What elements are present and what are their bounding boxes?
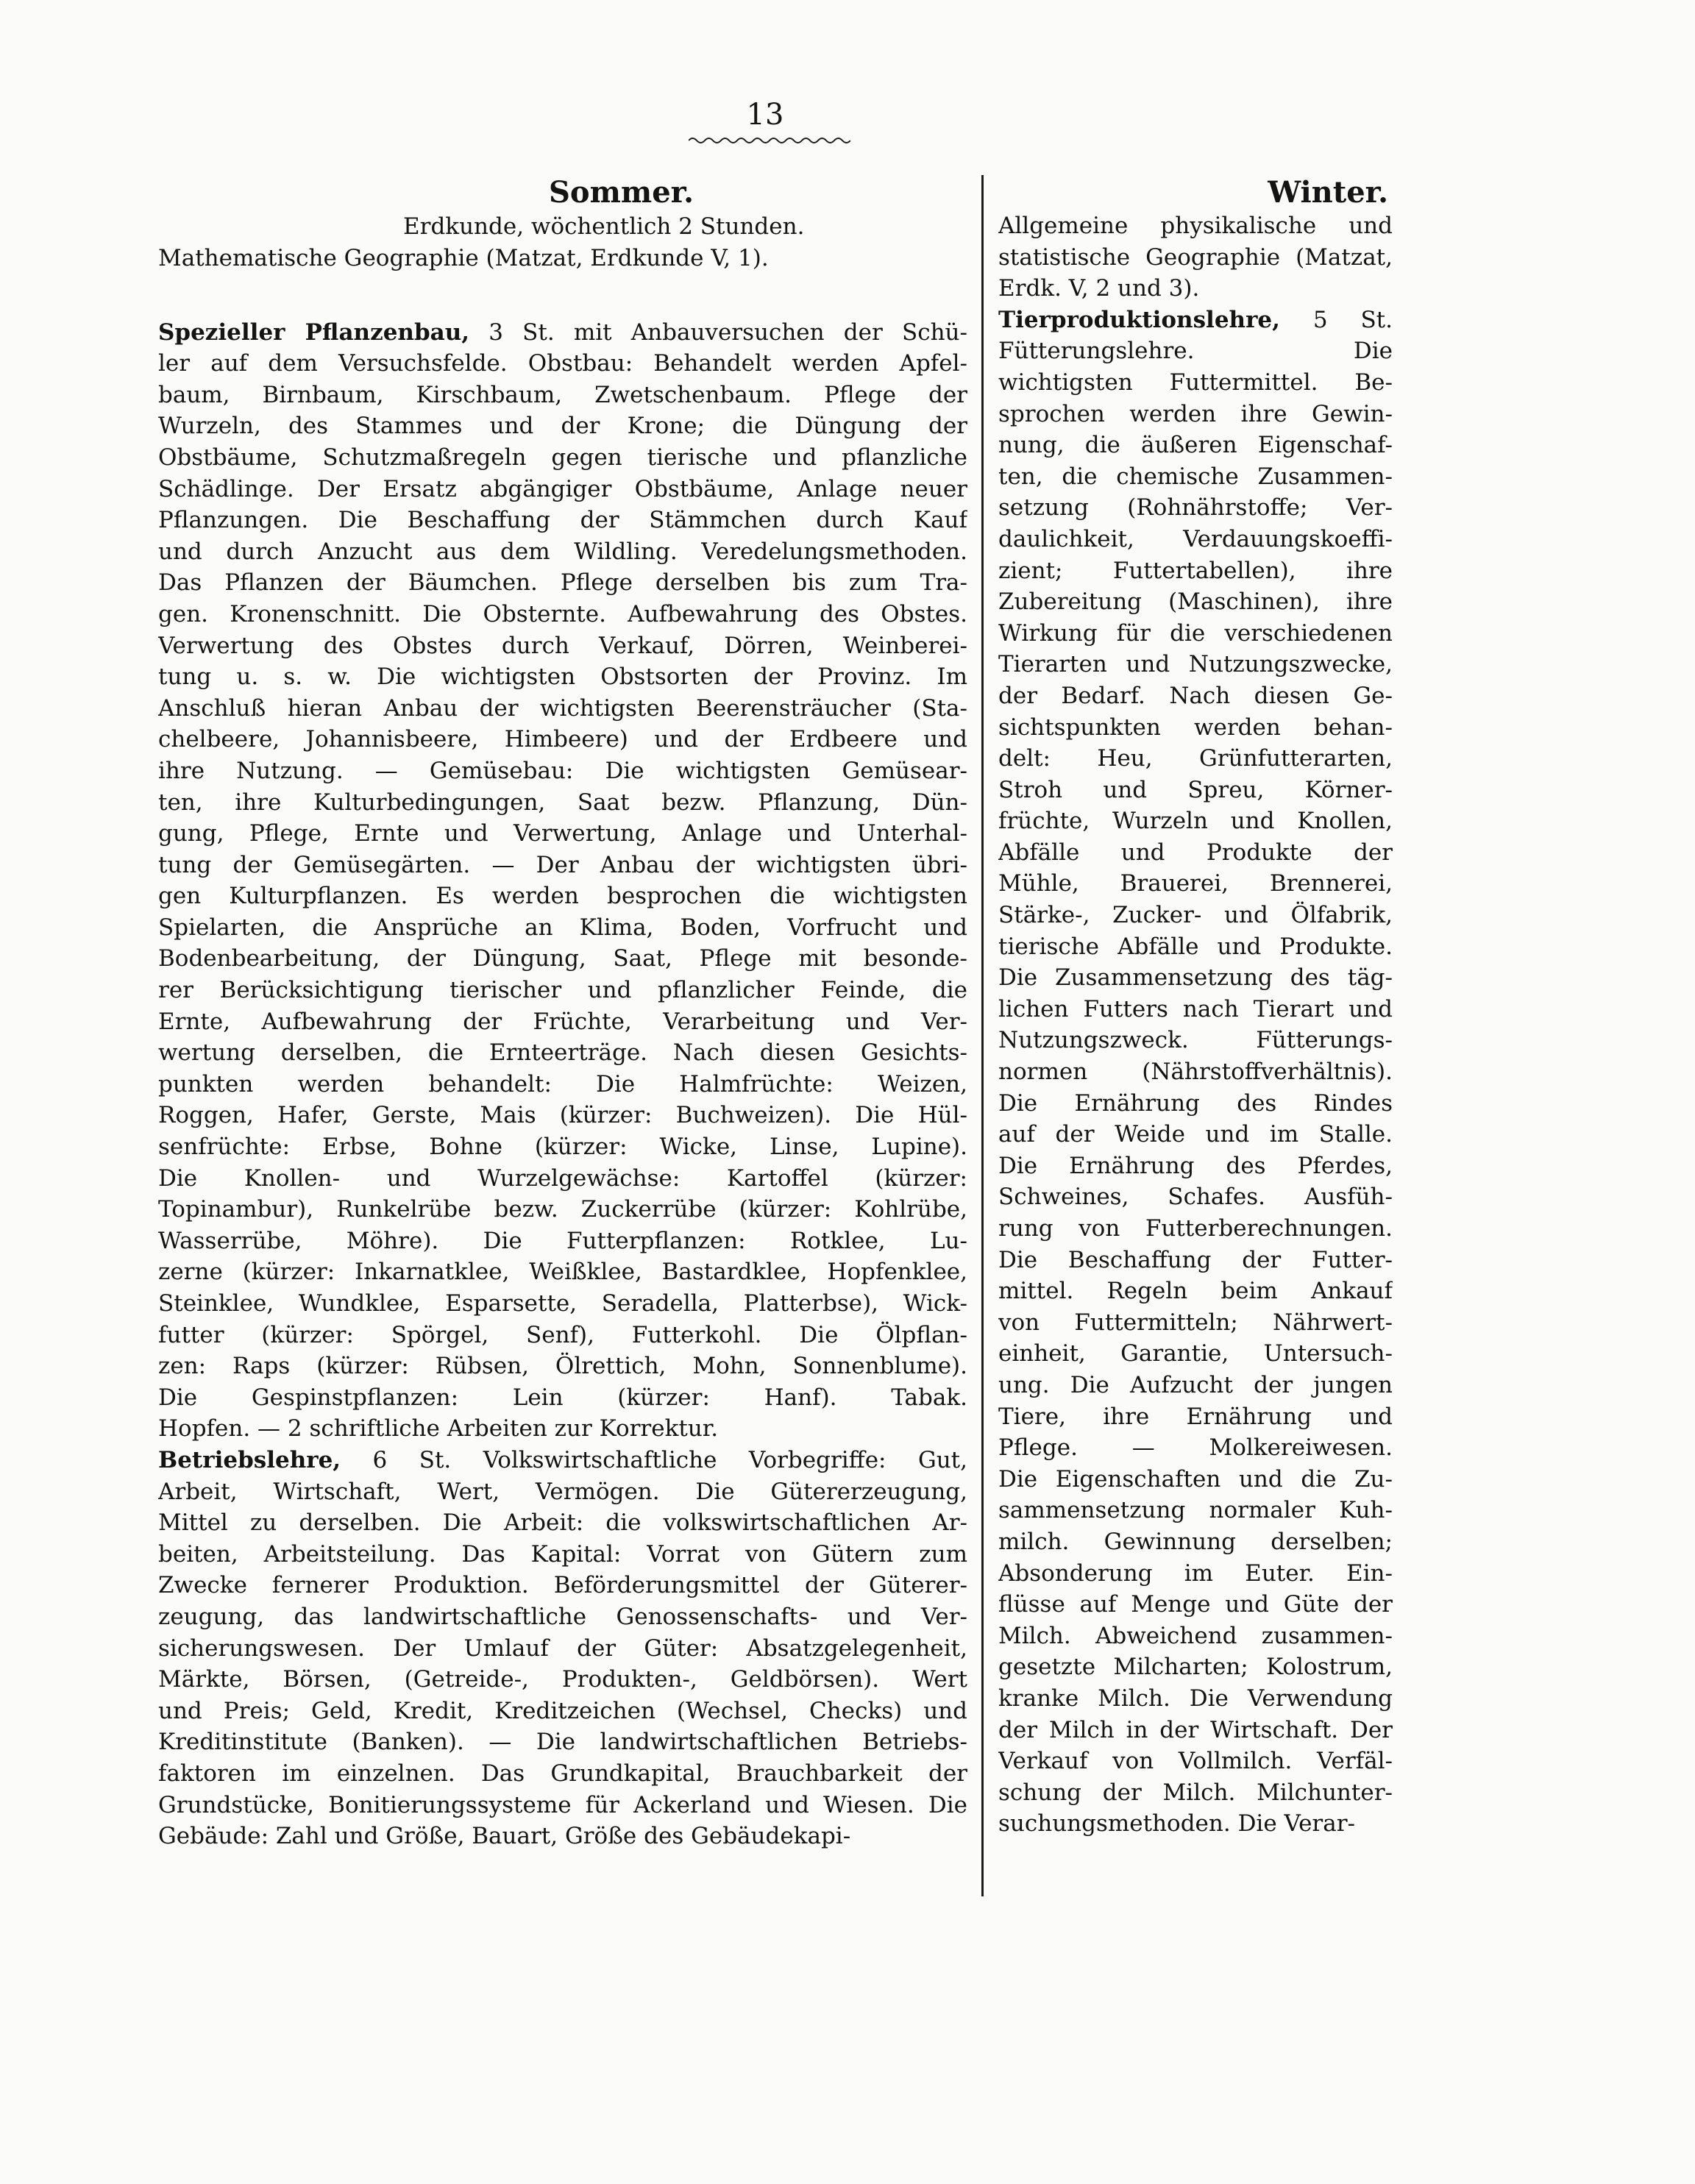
winter-text-line: milch. Gewinnung derselben; [998,1528,1393,1555]
winter-text-line: der Milch in der Wirtschaft. Der [998,1716,1393,1743]
winter-text-line: lichen Futters nach Tierart und [998,995,1393,1022]
summer-text-line: senfrüchte: Erbse, Bohne (kürzer: Wicke, Linse, Lupine). [158,1134,967,1161]
summer-text-line: Obstbäume, Schutzmaßregeln gegen tierische und pflanzliche [158,444,967,471]
winter-text-line: ten, die chemische Zusammen- [998,463,1393,490]
summer-text-line: ten, ihre Kulturbedingungen, Saat bezw. Pflanzung, Dün- [158,789,967,816]
winter-text-line: Tierproduktionslehre, 5 St. [998,306,1393,333]
winter-text-line: Milch. Abweichend zusammen- [998,1622,1393,1649]
winter-text-line: nung, die äußeren Eigenschaf- [998,432,1393,459]
summer-text-line: Das Pflanzen der Bäumchen. Pflege derselben bis zum Tra- [158,569,967,597]
winter-text-line: Stärke-, Zucker- und Ölfabrik, [998,902,1393,929]
summer-column [158,175,967,1852]
winter-text-line: einheit, Garantie, Untersuch- [998,1340,1393,1367]
winter-text-line: Die Eigenschaften und die Zu- [998,1465,1393,1493]
summer-text-line: Die Knollen- und Wurzelgewächse: Kartoffel (kürzer: [158,1164,967,1192]
summer-text-line: baum, Birnbaum, Kirschbaum, Zwetschenbaum. Pflege der [158,381,967,408]
winter-text-line: Die Zusammensetzung des täg- [998,964,1393,992]
winter-text-line: auf der Weide und im Stalle. [998,1121,1393,1148]
winter-text-line: zient; Futtertabellen), ihre [998,557,1393,584]
winter-text-line: Wirkung für die verschiedenen [998,619,1393,647]
winter-text-line: kranke Milch. Die Verwendung [998,1685,1393,1712]
winter-text-line: Allgemeine physikalische und [998,213,1393,239]
column-divider [981,175,984,1896]
page-number-ornament [689,135,850,146]
summer-heading: Sommer. [549,175,694,210]
summer-text-line: gen. Kronenschnitt. Die Obsternte. Aufbewahrung des Obstes. [158,600,967,627]
winter-text-line: Mühle, Brauerei, Brennerei, [998,870,1393,897]
summer-text-line: Märkte, Börsen, (Getreide-, Produkten-, Geldbörsen). Wert [158,1666,967,1693]
winter-text-line: gesetzte Milcharten; Kolostrum, [998,1654,1393,1681]
winter-text-line: sichtspunkten werden behan- [998,714,1393,741]
winter-text-line: Zubereitung (Maschinen), ihre [998,588,1393,616]
winter-text-line: schung der Milch. Milchunter- [998,1779,1393,1806]
summer-text-line: Bodenbearbeitung, der Düngung, Saat, Pflege mit besonde- [158,945,967,972]
summer-text-line: rer Berücksichtigung tierischer und pflanzlicher Feinde, die [158,977,967,1004]
winter-column [998,175,1393,1840]
summer-text-line: tung der Gemüsegärten. — Der Anbau der wichtigsten übri- [158,851,967,878]
winter-text-line: mittel. Regeln beim Ankauf [998,1278,1393,1305]
summer-text-line: Schädlinge. Der Ersatz abgängiger Obstbäume, Anlage neuer [158,475,967,502]
winter-text-line: Stroh und Spreu, Körner- [998,776,1393,803]
summer-text-line: ler auf dem Versuchsfelde. Obstbau: Behandelt werden Apfel- [158,350,967,377]
winter-text-line: setzung (Rohnährstoffe; Ver- [998,494,1393,522]
summer-text-line: Mittel zu derselben. Die Arbeit: die volkswirtschaftlichen Ar- [158,1509,967,1537]
winter-text-line: Die Beschaffung der Futter- [998,1246,1393,1273]
summer-text-line: Topinambur), Runkelrübe bezw. Zuckerrübe (kürzer: Kohlrübe, [158,1196,967,1223]
summer-text-line: chelbeere, Johannisbeere, Himbeere) und der Erdbeere und [158,726,967,753]
winter-text-line: Fütterungslehre. Die [998,338,1393,365]
winter-text-line: Tierarten und Nutzungszwecke, [998,651,1393,678]
winter-text-line: von Futtermitteln; Nährwert- [998,1309,1393,1336]
summer-text-line: und Preis; Geld, Kredit, Kreditzeichen (Wechsel, Checks) und [158,1697,967,1724]
summer-text-line: Betriebslehre, 6 St. Volkswirtschaftliche Vorbegriffe: Gut, [158,1446,967,1473]
winter-text-line: daulichkeit, Verdauungskoeffi- [998,525,1393,552]
summer-text-line: Spezieller Pflanzenbau, 3 St. mit Anbauversuchen der Schü- [158,319,967,346]
winter-text-line: Nutzungszweck. Fütterungs- [998,1027,1393,1054]
summer-text-line: Steinklee, Wundklee, Esparsette, Seradella, Platterbse), Wick- [158,1290,967,1317]
summer-text-line: Pflanzungen. Die Beschaffung der Stämmchen durch Kauf [158,507,967,534]
winter-body [998,210,1393,1840]
summer-text-line: sicherungswesen. Der Umlauf der Güter: Absatzgelegenheit, [158,1635,967,1662]
winter-text-line: Die Ernährung des Pferdes, [998,1152,1393,1179]
winter-text-line: Abfälle und Produkte der [998,839,1393,866]
summer-text-line: Verwertung des Obstes durch Verkauf, Dörren, Weinberei- [158,632,967,659]
winter-heading: Winter. [1268,175,1388,210]
summer-text-line: zeugung, das landwirtschaftliche Genossenschafts- und Ver- [158,1603,967,1630]
section-heading: Betriebslehre, [158,1446,341,1473]
summer-text-line: Gebäude: Zahl und Größe, Bauart, Größe des Gebäudekapi- [158,1823,851,1850]
summer-text-line: wertung derselben, die Ernteerträge. Nach diesen Gesichts- [158,1039,967,1067]
summer-text-line: Ernte, Aufbewahrung der Früchte, Verarbeitung und Ver- [158,1008,967,1035]
summer-text-line: punkten werden behandelt: Die Halmfrüchte: Weizen, [158,1070,967,1098]
summer-text-line: futter (kürzer: Spörgel, Senf), Futterkohl. Die Ölpflan- [158,1321,967,1348]
summer-text-line: zerne (kürzer: Inkarnatklee, Weißklee, Bastardklee, Hopfenklee, [158,1259,967,1286]
erdkunde-heading: Erdkunde, wöchentlich 2 Stunden. [403,213,805,240]
winter-text-line: früchte, Wurzeln und Knollen, [998,808,1393,835]
summer-text-line: gung, Pflege, Ernte und Verwertung, Anlage und Unterhal- [158,820,967,847]
winter-text-line: ung. Die Aufzucht der jungen [998,1371,1393,1398]
winter-text-line: Verkauf von Vollmilch. Verfäl- [998,1748,1393,1775]
winter-text-line: der Bedarf. Nach diesen Ge- [998,682,1393,709]
winter-text-line: Erdk. V, 2 und 3). [998,275,1200,302]
summer-text-line: Die Gespinstpflanzen: Lein (kürzer: Hanf). Tabak. [158,1384,967,1411]
winter-text-line: Schweines, Schafes. Ausfüh- [998,1184,1393,1211]
summer-text-line: Grundstücke, Bonitierungssysteme für Ackerland und Wiesen. Die [158,1791,967,1818]
winter-text-line: suchungsmethoden. Die Verar- [998,1810,1356,1838]
summer-body [158,317,967,1852]
winter-text-line: statistische Geographie (Matzat, [998,243,1393,271]
summer-text-line: gen Kulturpflanzen. Es werden besprochen die wichtigsten [158,883,967,910]
summer-text-line: zen: Raps (kürzer: Rübsen, Ölrettich, Mohn, Sonnenblume). [158,1353,967,1380]
summer-text-line: beiten, Arbeitsteilung. Das Kapital: Vorrat von Gütern zum [158,1540,967,1568]
summer-text-line: faktoren im einzelnen. Das Grundkapital, Brauchbarkeit der [158,1760,967,1787]
summer-text-line: Wurzeln, des Stammes und der Krone; die Düngung der [158,413,967,440]
summer-text-line: tung u. s. w. Die wichtigsten Obstsorten der Provinz. Im [158,664,967,691]
erdkunde-summer-text: Mathematische Geographie (Matzat, Erdkunde V, 1). [158,245,769,271]
summer-text-line: Kreditinstitute (Banken). — Die landwirtschaftlichen Betriebs- [158,1729,967,1756]
winter-text-line: flüsse auf Menge und Güte der [998,1591,1393,1618]
winter-text-line: Die Ernährung des Rindes [998,1089,1393,1117]
section-heading: Spezieller Pflanzenbau, [158,319,470,346]
summer-text-line: Zwecke fernerer Produktion. Beförderungsmittel der Güterer- [158,1572,967,1599]
summer-text-line: Spielarten, die Ansprüche an Klima, Boden, Vorfrucht und [158,914,967,941]
winter-text-line: sammensetzung normaler Kuh- [998,1497,1393,1524]
winter-text-line: normen (Nährstoffverhältnis). [998,1059,1393,1086]
section-heading: Tierproduktionslehre, [998,306,1280,333]
summer-text-line: Arbeit, Wirtschaft, Wert, Vermögen. Die Gütererzeugung, [158,1478,967,1505]
summer-text-line: Wasserrübe, Möhre). Die Futterpflanzen: Rotklee, Lu- [158,1227,967,1254]
summer-text-line: Anschluß hieran Anbau der wichtigsten Beerensträucher (Sta- [158,694,967,722]
page-number: 13 [746,98,784,132]
summer-text-line: Roggen, Hafer, Gerste, Mais (kürzer: Buchweizen). Die Hül- [158,1102,967,1129]
winter-text-line: wichtigsten Futtermittel. Be- [998,369,1393,396]
summer-text-line: Hopfen. — 2 schriftliche Arbeiten zur Korrektur. [158,1415,719,1443]
winter-text-line: sprochen werden ihre Gewin- [998,400,1393,427]
summer-text-line: ihre Nutzung. — Gemüsebau: Die wichtigsten Gemüsear- [158,757,967,784]
winter-text-line: Absonderung im Euter. Ein- [998,1559,1393,1587]
winter-text-line: rung von Futterberechnungen. [998,1215,1393,1242]
winter-text-line: Pflege. — Molkereiwesen. [998,1434,1393,1462]
winter-text-line: tierische Abfälle und Produkte. [998,933,1393,960]
winter-text-line: Tiere, ihre Ernährung und [998,1403,1393,1430]
winter-text-line: delt: Heu, Grünfutterarten, [998,745,1393,772]
summer-text-line: und durch Anzucht aus dem Wildling. Veredelungsmethoden. [158,538,967,565]
